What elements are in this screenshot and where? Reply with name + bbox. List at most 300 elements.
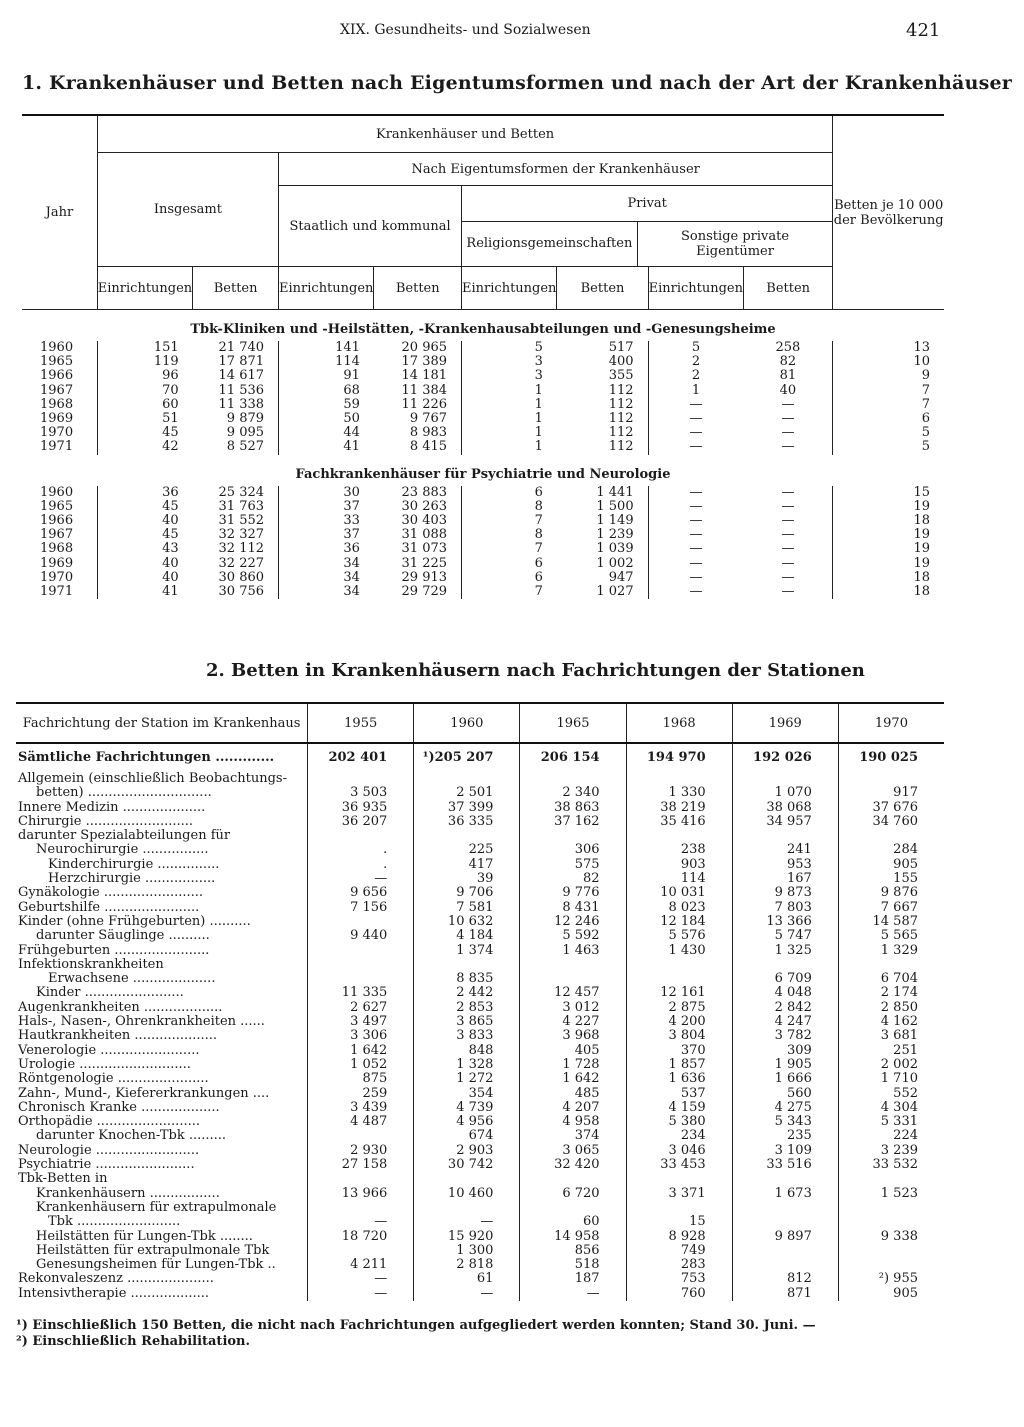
footnote-1: ¹) Einschließlich 150 Betten, die nicht nach Fachrichtungen aufgegliedert werden konnten; Stand 30. Juni. — xyxy=(16,1318,816,1333)
value-cell xyxy=(838,829,944,843)
value-cell: 485 xyxy=(520,1087,626,1101)
value-cell: 1 636 xyxy=(626,1072,732,1086)
col-year: 1969 xyxy=(732,703,838,743)
value-cell: 32 327 xyxy=(218,527,265,543)
value-cell: 19 xyxy=(833,557,944,571)
value-cell: 35 416 xyxy=(626,815,732,829)
value-cell: 141 xyxy=(279,341,374,355)
value-cell: 155 xyxy=(838,872,944,886)
value-cell: 9 879 xyxy=(226,411,265,427)
value-cell xyxy=(626,958,732,972)
row-label: Neurologie ......................... xyxy=(18,1142,200,1158)
value-cell: 60 xyxy=(162,396,179,412)
value-cell: 8 023 xyxy=(626,901,732,915)
value-cell: 82 xyxy=(520,872,626,886)
table-row xyxy=(16,986,944,1000)
value-cell xyxy=(732,829,838,843)
value-cell: 3 968 xyxy=(520,1029,626,1043)
row-label: Herzchirurgie ................. xyxy=(48,871,216,887)
value-cell: 2 627 xyxy=(308,1001,414,1015)
value-cell xyxy=(732,1258,838,1272)
value-cell: 119 xyxy=(153,354,179,370)
value-cell: 31 552 xyxy=(218,513,265,529)
value-cell xyxy=(732,1201,838,1215)
value-cell: — xyxy=(648,528,743,542)
value-cell: 4 247 xyxy=(732,1015,838,1029)
value-cell: 3 833 xyxy=(414,1029,520,1043)
col-betten: Betten xyxy=(744,267,833,310)
value-cell: . xyxy=(308,858,414,872)
row-label: darunter Säuglinge .......... xyxy=(36,928,210,944)
value-cell: 235 xyxy=(732,1129,838,1143)
value-cell: 4 956 xyxy=(414,1115,520,1129)
table-row xyxy=(16,1158,944,1172)
value-cell: 1 027 xyxy=(596,584,634,600)
value-cell: 4 159 xyxy=(626,1101,732,1115)
row-label: darunter Spezialabteilungen für xyxy=(18,828,231,844)
value-cell: 9 767 xyxy=(409,411,448,427)
value-cell: 848 xyxy=(414,1044,520,1058)
value-cell: 11 384 xyxy=(401,382,448,398)
value-cell: 167 xyxy=(732,872,838,886)
value-cell: — xyxy=(781,425,795,441)
table-row xyxy=(16,901,944,915)
value-cell: 2 850 xyxy=(838,1001,944,1015)
value-cell: 13 xyxy=(833,341,944,355)
table-row xyxy=(16,915,944,929)
value-cell: 12 161 xyxy=(626,986,732,1000)
value-cell: 30 xyxy=(279,486,374,500)
table-row xyxy=(22,412,944,426)
value-cell: 5 xyxy=(833,426,944,440)
value-cell xyxy=(520,1172,626,1186)
value-cell: 284 xyxy=(838,843,944,857)
value-cell xyxy=(414,829,520,843)
value-cell: 5 331 xyxy=(838,1115,944,1129)
row-label: Heilstätten für Lungen-Tbk ........ xyxy=(36,1228,253,1244)
value-cell: 8 835 xyxy=(414,972,520,986)
table-row xyxy=(16,858,944,872)
value-cell: 1 857 xyxy=(626,1058,732,1072)
row-label: Frühgeburten ....................... xyxy=(18,942,210,958)
value-cell: 190 025 xyxy=(838,743,944,772)
value-cell: 1 374 xyxy=(414,944,520,958)
year-cell: 1965 xyxy=(22,355,97,369)
row-label: betten) .............................. xyxy=(36,785,212,801)
year-cell: 1971 xyxy=(22,585,97,599)
value-cell: 947 xyxy=(608,569,634,585)
value-cell: 3 306 xyxy=(308,1029,414,1043)
value-cell: — xyxy=(781,569,795,585)
year-cell: 1960 xyxy=(22,486,97,500)
col-year: 1955 xyxy=(308,703,414,743)
value-cell: 753 xyxy=(626,1272,732,1286)
value-cell: 953 xyxy=(732,858,838,872)
table-row xyxy=(16,829,944,843)
value-cell: 6 704 xyxy=(838,972,944,986)
col-religion: Religionsgemeinschaften xyxy=(462,222,638,266)
value-cell: — xyxy=(308,1287,414,1301)
table-row xyxy=(16,843,944,857)
value-cell: 9 873 xyxy=(732,886,838,900)
value-cell: 4 048 xyxy=(732,986,838,1000)
row-label: Rekonvaleszenz ..................... xyxy=(18,1271,214,1287)
value-cell: 82 xyxy=(779,354,797,370)
value-cell: 151 xyxy=(153,340,179,355)
value-cell: 309 xyxy=(732,1044,838,1058)
value-cell: 32 227 xyxy=(218,555,265,571)
table-row xyxy=(22,542,944,556)
value-cell: 749 xyxy=(626,1244,732,1258)
value-cell: 4 211 xyxy=(308,1258,414,1272)
value-cell: — xyxy=(781,439,795,455)
value-cell: 1 xyxy=(462,440,557,454)
value-cell xyxy=(732,958,838,972)
value-cell: 370 xyxy=(626,1044,732,1058)
row-label: Krankenhäusern für extrapulmonale xyxy=(36,1199,277,1215)
table-row xyxy=(22,369,944,383)
value-cell: 38 219 xyxy=(626,801,732,815)
value-cell xyxy=(626,772,732,786)
value-cell: 917 xyxy=(838,786,944,800)
value-cell: 871 xyxy=(732,1287,838,1301)
value-cell: 112 xyxy=(608,396,634,412)
value-cell: 114 xyxy=(279,355,374,369)
table-row xyxy=(16,972,944,986)
row-label: Psychiatrie ........................ xyxy=(18,1157,195,1173)
value-cell: — xyxy=(308,872,414,886)
value-cell: 30 263 xyxy=(401,498,448,514)
value-cell: 3 865 xyxy=(414,1015,520,1029)
row-label: Orthopädie ......................... xyxy=(18,1114,200,1130)
table-row xyxy=(16,1258,944,1272)
value-cell: 258 xyxy=(775,340,801,355)
value-cell: 18 xyxy=(833,571,944,585)
value-cell: 5 xyxy=(462,341,557,355)
value-cell: 32 420 xyxy=(520,1158,626,1172)
table-row xyxy=(16,1201,944,1215)
value-cell: 25 324 xyxy=(218,484,265,500)
value-cell: 3 804 xyxy=(626,1029,732,1043)
value-cell: 3 046 xyxy=(626,1144,732,1158)
value-cell: 33 xyxy=(279,514,374,528)
table-row xyxy=(16,1087,944,1101)
row-label: Neurochirurgie ................ xyxy=(36,842,209,858)
value-cell: 6 xyxy=(462,486,557,500)
value-cell: 9 656 xyxy=(308,886,414,900)
value-cell: 8 928 xyxy=(626,1230,732,1244)
value-cell: 41 xyxy=(162,584,179,600)
value-cell: 4 487 xyxy=(308,1115,414,1129)
value-cell: 856 xyxy=(520,1244,626,1258)
value-cell: 5 576 xyxy=(626,929,732,943)
value-cell: 40 xyxy=(162,513,179,529)
value-cell: 34 957 xyxy=(732,815,838,829)
table-row xyxy=(16,1230,944,1244)
value-cell xyxy=(732,1215,838,1229)
value-cell: 3 065 xyxy=(520,1144,626,1158)
value-cell xyxy=(308,1172,414,1186)
value-cell: 29 729 xyxy=(401,584,448,600)
row-label: darunter Knochen-Tbk ......... xyxy=(36,1128,227,1144)
value-cell: 1 xyxy=(462,412,557,426)
value-cell xyxy=(732,772,838,786)
value-cell xyxy=(520,772,626,786)
value-cell: 81 xyxy=(779,368,797,384)
year-cell: 1960 xyxy=(22,341,97,355)
value-cell: 34 xyxy=(279,585,374,599)
value-cell: — xyxy=(781,411,795,427)
value-cell: 9 xyxy=(833,369,944,383)
value-cell: 537 xyxy=(626,1087,732,1101)
value-cell: 44 xyxy=(279,426,374,440)
col-einrichtungen: Einrichtungen xyxy=(279,267,374,310)
value-cell: 36 xyxy=(279,542,374,556)
year-cell: 1966 xyxy=(22,514,97,528)
value-cell: 2 xyxy=(648,369,743,383)
value-cell: 7 156 xyxy=(308,901,414,915)
row-label: Augenkrankheiten ................... xyxy=(18,999,223,1015)
value-cell: 354 xyxy=(414,1087,520,1101)
value-cell: 33 532 xyxy=(838,1158,944,1172)
value-cell: 40 xyxy=(779,382,797,398)
value-cell: 10 xyxy=(833,355,944,369)
value-cell: 1 463 xyxy=(520,944,626,958)
value-cell: 2 930 xyxy=(308,1144,414,1158)
row-label: Chronisch Kranke ................... xyxy=(18,1099,220,1115)
value-cell: 11 338 xyxy=(218,396,265,412)
value-cell: 13 966 xyxy=(308,1187,414,1201)
col-staatlich: Staatlich und kommunal xyxy=(279,186,462,267)
value-cell xyxy=(838,1215,944,1229)
col-year: 1968 xyxy=(626,703,732,743)
value-cell: 224 xyxy=(838,1129,944,1143)
value-cell: 8 431 xyxy=(520,901,626,915)
value-cell: 1 xyxy=(462,426,557,440)
value-cell: 517 xyxy=(608,340,634,355)
row-label: Kinder (ohne Frühgeburten) .......... xyxy=(18,913,251,929)
row-label: Zahn-, Mund-, Kiefererkrankungen .... xyxy=(18,1085,270,1101)
value-cell: 1 xyxy=(462,384,557,398)
row-label: Allgemein (einschließlich Beobachtungs- xyxy=(18,771,287,786)
value-cell: 2 842 xyxy=(732,1001,838,1015)
value-cell: — xyxy=(781,584,795,600)
value-cell: 7 667 xyxy=(838,901,944,915)
year-cell: 1968 xyxy=(22,398,97,412)
footnote-2: ²) Einschließlich Rehabilitation. xyxy=(16,1334,251,1349)
value-cell: 7 581 xyxy=(414,901,520,915)
value-cell: 112 xyxy=(608,425,634,441)
row-label: Krankenhäusern ................. xyxy=(36,1185,220,1201)
value-cell: 34 xyxy=(279,557,374,571)
row-label: Hals-, Nasen-, Ohrenkrankheiten ...... xyxy=(18,1014,265,1030)
value-cell: 10 632 xyxy=(414,915,520,929)
value-cell: 33 453 xyxy=(626,1158,732,1172)
value-cell xyxy=(308,1129,414,1143)
value-cell: 1 149 xyxy=(596,513,634,529)
value-cell: 3 109 xyxy=(732,1144,838,1158)
table-row xyxy=(16,1272,944,1286)
value-cell: 31 088 xyxy=(401,527,448,543)
row-label: Kinderchirurgie ............... xyxy=(48,856,220,872)
value-cell xyxy=(732,1172,838,1186)
value-cell: — xyxy=(648,514,743,528)
value-cell xyxy=(626,1172,732,1186)
value-cell: — xyxy=(648,585,743,599)
row-label: Gynäkologie ........................ xyxy=(18,885,204,901)
col-year: 1960 xyxy=(414,703,520,743)
value-cell: — xyxy=(308,1272,414,1286)
value-cell: 5 747 xyxy=(732,929,838,943)
value-cell: — xyxy=(648,557,743,571)
value-cell: 7 xyxy=(833,384,944,398)
col-betten: Betten xyxy=(193,267,279,310)
value-cell: 15 xyxy=(833,486,944,500)
col-sonstige: Sonstige private Eigentümer xyxy=(681,228,790,259)
value-cell: 4 958 xyxy=(520,1115,626,1129)
value-cell: 355 xyxy=(608,368,634,384)
value-cell: — xyxy=(781,513,795,529)
value-cell: 903 xyxy=(626,858,732,872)
value-cell: 238 xyxy=(626,843,732,857)
value-cell: 5 xyxy=(648,341,743,355)
value-cell: 14 181 xyxy=(401,368,448,384)
value-cell: — xyxy=(648,440,743,454)
value-cell: 1 441 xyxy=(596,484,634,500)
col-betten: Betten xyxy=(374,267,462,310)
value-cell: 1 523 xyxy=(838,1187,944,1201)
value-cell: 4 275 xyxy=(732,1101,838,1115)
value-cell: 3 012 xyxy=(520,1001,626,1015)
value-cell: 10 460 xyxy=(414,1187,520,1201)
value-cell: 33 516 xyxy=(732,1158,838,1172)
value-cell: 38 863 xyxy=(520,801,626,815)
value-cell: 18 xyxy=(833,514,944,528)
table-row xyxy=(16,1172,944,1186)
value-cell xyxy=(308,1201,414,1215)
value-cell: 18 xyxy=(833,585,944,599)
table-row xyxy=(16,1044,944,1058)
year-cell: 1970 xyxy=(22,426,97,440)
value-cell: 45 xyxy=(162,527,179,543)
value-cell: 2 501 xyxy=(414,786,520,800)
value-cell: 400 xyxy=(608,354,634,370)
row-label: Venerologie ........................ xyxy=(18,1042,200,1058)
value-cell: 40 xyxy=(162,555,179,571)
table1-title: 1. Krankenhäuser und Betten nach Eigentumsformen und nach der Art der Krankenhäuser xyxy=(22,72,1012,94)
value-cell: 674 xyxy=(414,1129,520,1143)
value-cell: 306 xyxy=(520,843,626,857)
value-cell: 283 xyxy=(626,1258,732,1272)
value-cell: 42 xyxy=(162,439,179,455)
value-cell: 17 871 xyxy=(218,354,265,370)
value-cell: 59 xyxy=(279,398,374,412)
value-cell: 6 720 xyxy=(520,1187,626,1201)
value-cell: — xyxy=(414,1215,520,1229)
value-cell: — xyxy=(520,1287,626,1301)
table1 xyxy=(22,114,944,599)
value-cell xyxy=(308,972,414,986)
value-cell: 29 913 xyxy=(401,569,448,585)
value-cell xyxy=(308,772,414,786)
value-cell: 560 xyxy=(732,1087,838,1101)
value-cell xyxy=(626,1201,732,1215)
value-cell: 14 617 xyxy=(218,368,265,384)
row-label: Intensivtherapie ................... xyxy=(18,1285,210,1301)
value-cell: — xyxy=(648,571,743,585)
value-cell: 3 497 xyxy=(308,1015,414,1029)
value-cell: 112 xyxy=(608,411,634,427)
table-row xyxy=(22,514,944,528)
value-cell: 234 xyxy=(626,1129,732,1143)
value-cell: — xyxy=(648,486,743,500)
value-cell: 11 335 xyxy=(308,986,414,1000)
value-cell: — xyxy=(781,541,795,557)
table-row xyxy=(16,872,944,886)
value-cell: 187 xyxy=(520,1272,626,1286)
table-row xyxy=(16,1244,944,1258)
value-cell xyxy=(838,772,944,786)
value-cell: 1 xyxy=(648,384,743,398)
value-cell: 1 xyxy=(462,398,557,412)
value-cell xyxy=(414,1201,520,1215)
value-cell: 14 587 xyxy=(838,915,944,929)
value-cell: 37 399 xyxy=(414,801,520,815)
value-cell: 96 xyxy=(162,368,179,384)
value-cell: 6 709 xyxy=(732,972,838,986)
value-cell: 112 xyxy=(608,439,634,455)
value-cell: ¹)205 207 xyxy=(414,743,520,772)
value-cell xyxy=(520,1201,626,1215)
value-cell: 61 xyxy=(414,1272,520,1286)
value-cell: 30 403 xyxy=(401,513,448,529)
value-cell: 405 xyxy=(520,1044,626,1058)
row-label: Röntgenologie ...................... xyxy=(18,1071,209,1087)
col-betten: Betten xyxy=(557,267,648,310)
value-cell: 60 xyxy=(520,1215,626,1229)
table-row xyxy=(22,500,944,514)
row-label: Tbk-Betten in xyxy=(18,1171,108,1187)
value-cell: 7 803 xyxy=(732,901,838,915)
row-label: Geburtshilfe ....................... xyxy=(18,899,200,915)
value-cell: 1 039 xyxy=(596,541,634,557)
value-cell: 10 031 xyxy=(626,886,732,900)
section-heading: Fachkrankenhäuser für Psychiatrie und Neurologie xyxy=(295,466,671,482)
value-cell xyxy=(520,829,626,843)
row-label: Hautkrankheiten .................... xyxy=(18,1028,218,1044)
value-cell: 875 xyxy=(308,1072,414,1086)
value-cell: 2 442 xyxy=(414,986,520,1000)
value-cell: 114 xyxy=(626,872,732,886)
value-cell: 19 xyxy=(833,528,944,542)
value-cell: 3 239 xyxy=(838,1144,944,1158)
value-cell: ²) 955 xyxy=(838,1272,944,1286)
table-row xyxy=(22,426,944,440)
value-cell: 9 095 xyxy=(226,425,265,441)
value-cell xyxy=(414,958,520,972)
value-cell: 1 239 xyxy=(596,527,634,543)
value-cell: 30 756 xyxy=(218,584,265,600)
table2-title: 2. Betten in Krankenhäusern nach Fachrichtungen der Stationen xyxy=(206,660,865,681)
value-cell: 7 xyxy=(462,514,557,528)
year-cell: 1967 xyxy=(22,384,97,398)
value-cell: 8 527 xyxy=(226,439,265,455)
value-cell: 1 330 xyxy=(626,786,732,800)
value-cell: 3 xyxy=(462,355,557,369)
page-number: 421 xyxy=(906,20,941,41)
table-row xyxy=(16,1287,944,1301)
value-cell: 8 xyxy=(462,528,557,542)
